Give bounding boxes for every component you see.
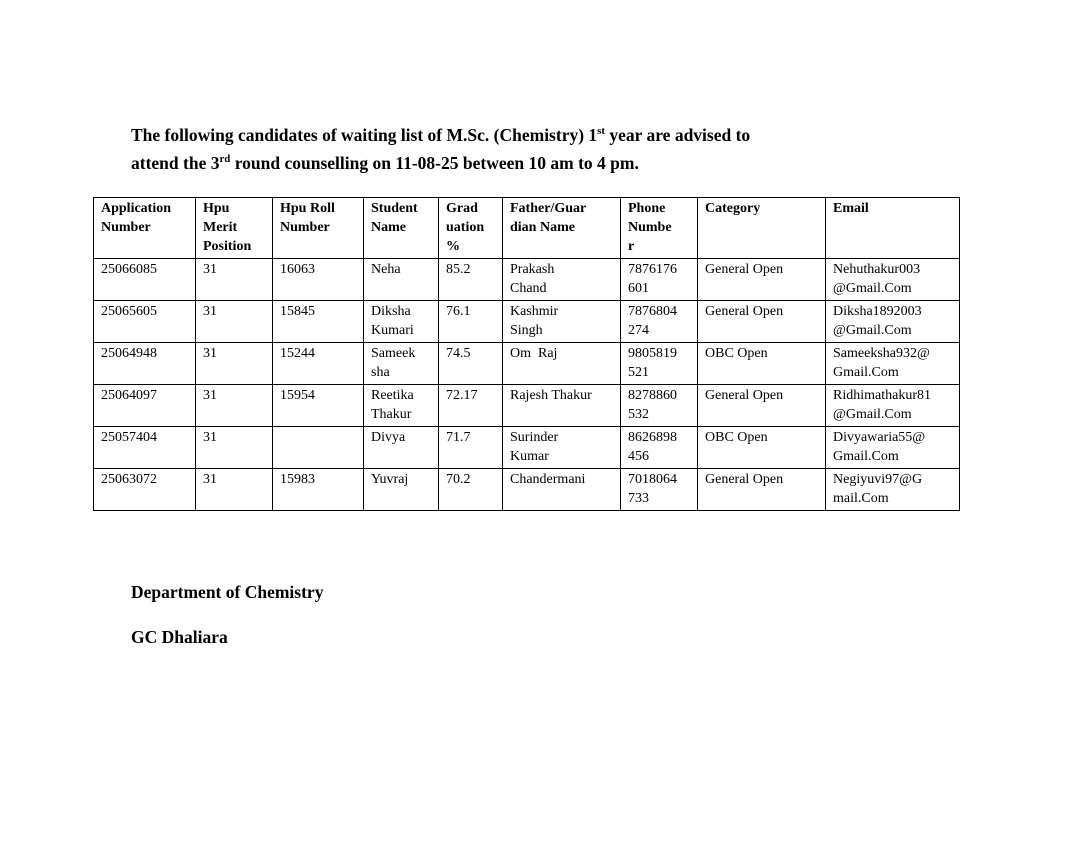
table-cell: OBC Open — [698, 343, 826, 385]
table-cell: General Open — [698, 385, 826, 427]
table-cell: 15845 — [273, 301, 364, 343]
table-cell: Kashmir Singh — [503, 301, 621, 343]
table-cell: 9805819 521 — [621, 343, 698, 385]
table-cell: Divyawaria55@ Gmail.Com — [826, 427, 960, 469]
table-cell: Rajesh Thakur — [503, 385, 621, 427]
table-cell: 7876176 601 — [621, 259, 698, 301]
table-cell: OBC Open — [698, 427, 826, 469]
table-cell: Nehuthakur003 @Gmail.Com — [826, 259, 960, 301]
table-row — [94, 427, 960, 469]
table-cell: 31 — [196, 343, 273, 385]
notice-title-line1 — [131, 121, 951, 149]
notice-title-text: round counselling on 11-08-25 between 10 am to 4 pm. — [230, 153, 639, 173]
department-name: Department of Chemistry — [131, 582, 324, 602]
column-header: Category — [698, 198, 826, 259]
table-cell: General Open — [698, 469, 826, 511]
table-cell: Sameeksha932@ Gmail.Com — [826, 343, 960, 385]
table-cell: Chandermani — [503, 469, 621, 511]
column-header: Hpu Merit Position — [196, 198, 273, 259]
table-cell: 70.2 — [439, 469, 503, 511]
table-cell: 8278860 532 — [621, 385, 698, 427]
column-header: Email — [826, 198, 960, 259]
table-cell: Prakash Chand — [503, 259, 621, 301]
table-cell: 25066085 — [94, 259, 196, 301]
table-cell: Divya — [364, 427, 439, 469]
table-cell: 76.1 — [439, 301, 503, 343]
table-cell — [273, 427, 364, 469]
table-cell: 8626898 456 — [621, 427, 698, 469]
table-row — [94, 343, 960, 385]
table-cell: 74.5 — [439, 343, 503, 385]
table-row — [94, 259, 960, 301]
table-cell: 85.2 — [439, 259, 503, 301]
table-cell: Om Raj — [503, 343, 621, 385]
column-header: Student Name — [364, 198, 439, 259]
column-header: Father/Guar dian Name — [503, 198, 621, 259]
table-cell: 7876804 274 — [621, 301, 698, 343]
notice-title-text: The following candidates of waiting list of M.Sc. (Chemistry) 1 — [131, 125, 598, 145]
table-header-row — [94, 198, 960, 259]
table-cell: Ridhimathakur81 @Gmail.Com — [826, 385, 960, 427]
table-cell: 25064948 — [94, 343, 196, 385]
notice-title-text: attend the 3 — [131, 153, 220, 173]
table-cell: 15983 — [273, 469, 364, 511]
table-row — [94, 469, 960, 511]
table-cell: 31 — [196, 385, 273, 427]
table-cell: 25064097 — [94, 385, 196, 427]
ordinal-superscript: rd — [219, 153, 231, 166]
notice-title-text: year are advised to — [605, 125, 751, 145]
table-row — [94, 301, 960, 343]
table-cell: 25065605 — [94, 301, 196, 343]
table-cell: Yuvraj — [364, 469, 439, 511]
table-cell: Sameek sha — [364, 343, 439, 385]
notice-title — [131, 121, 951, 177]
column-header: Application Number — [94, 198, 196, 259]
table-cell: 25057404 — [94, 427, 196, 469]
table-cell: General Open — [698, 301, 826, 343]
column-header: Hpu Roll Number — [273, 198, 364, 259]
table-cell: Negiyuvi97@G mail.Com — [826, 469, 960, 511]
table-cell: 15954 — [273, 385, 364, 427]
table-row — [94, 385, 960, 427]
table-cell: 31 — [196, 259, 273, 301]
table-cell: Surinder Kumar — [503, 427, 621, 469]
table-cell: Neha — [364, 259, 439, 301]
table-cell: Diksha1892003 @Gmail.Com — [826, 301, 960, 343]
table-cell: 71.7 — [439, 427, 503, 469]
table-cell: 15244 — [273, 343, 364, 385]
table-cell: 25063072 — [94, 469, 196, 511]
ordinal-superscript: st — [597, 125, 606, 138]
column-header: Phone Numbe r — [621, 198, 698, 259]
table-cell: Reetika Thakur — [364, 385, 439, 427]
notice-title-line2 — [131, 149, 951, 177]
candidates-table — [93, 197, 960, 511]
table-cell: General Open — [698, 259, 826, 301]
table-cell: 31 — [196, 427, 273, 469]
college-name: GC Dhaliara — [131, 627, 228, 647]
table-cell: 7018064 733 — [621, 469, 698, 511]
table-cell: 31 — [196, 301, 273, 343]
table-cell: 31 — [196, 469, 273, 511]
table-body — [94, 259, 960, 511]
table-cell: 16063 — [273, 259, 364, 301]
table-cell: Diksha Kumari — [364, 301, 439, 343]
table-cell: 72.17 — [439, 385, 503, 427]
column-header: Grad uation % — [439, 198, 503, 259]
